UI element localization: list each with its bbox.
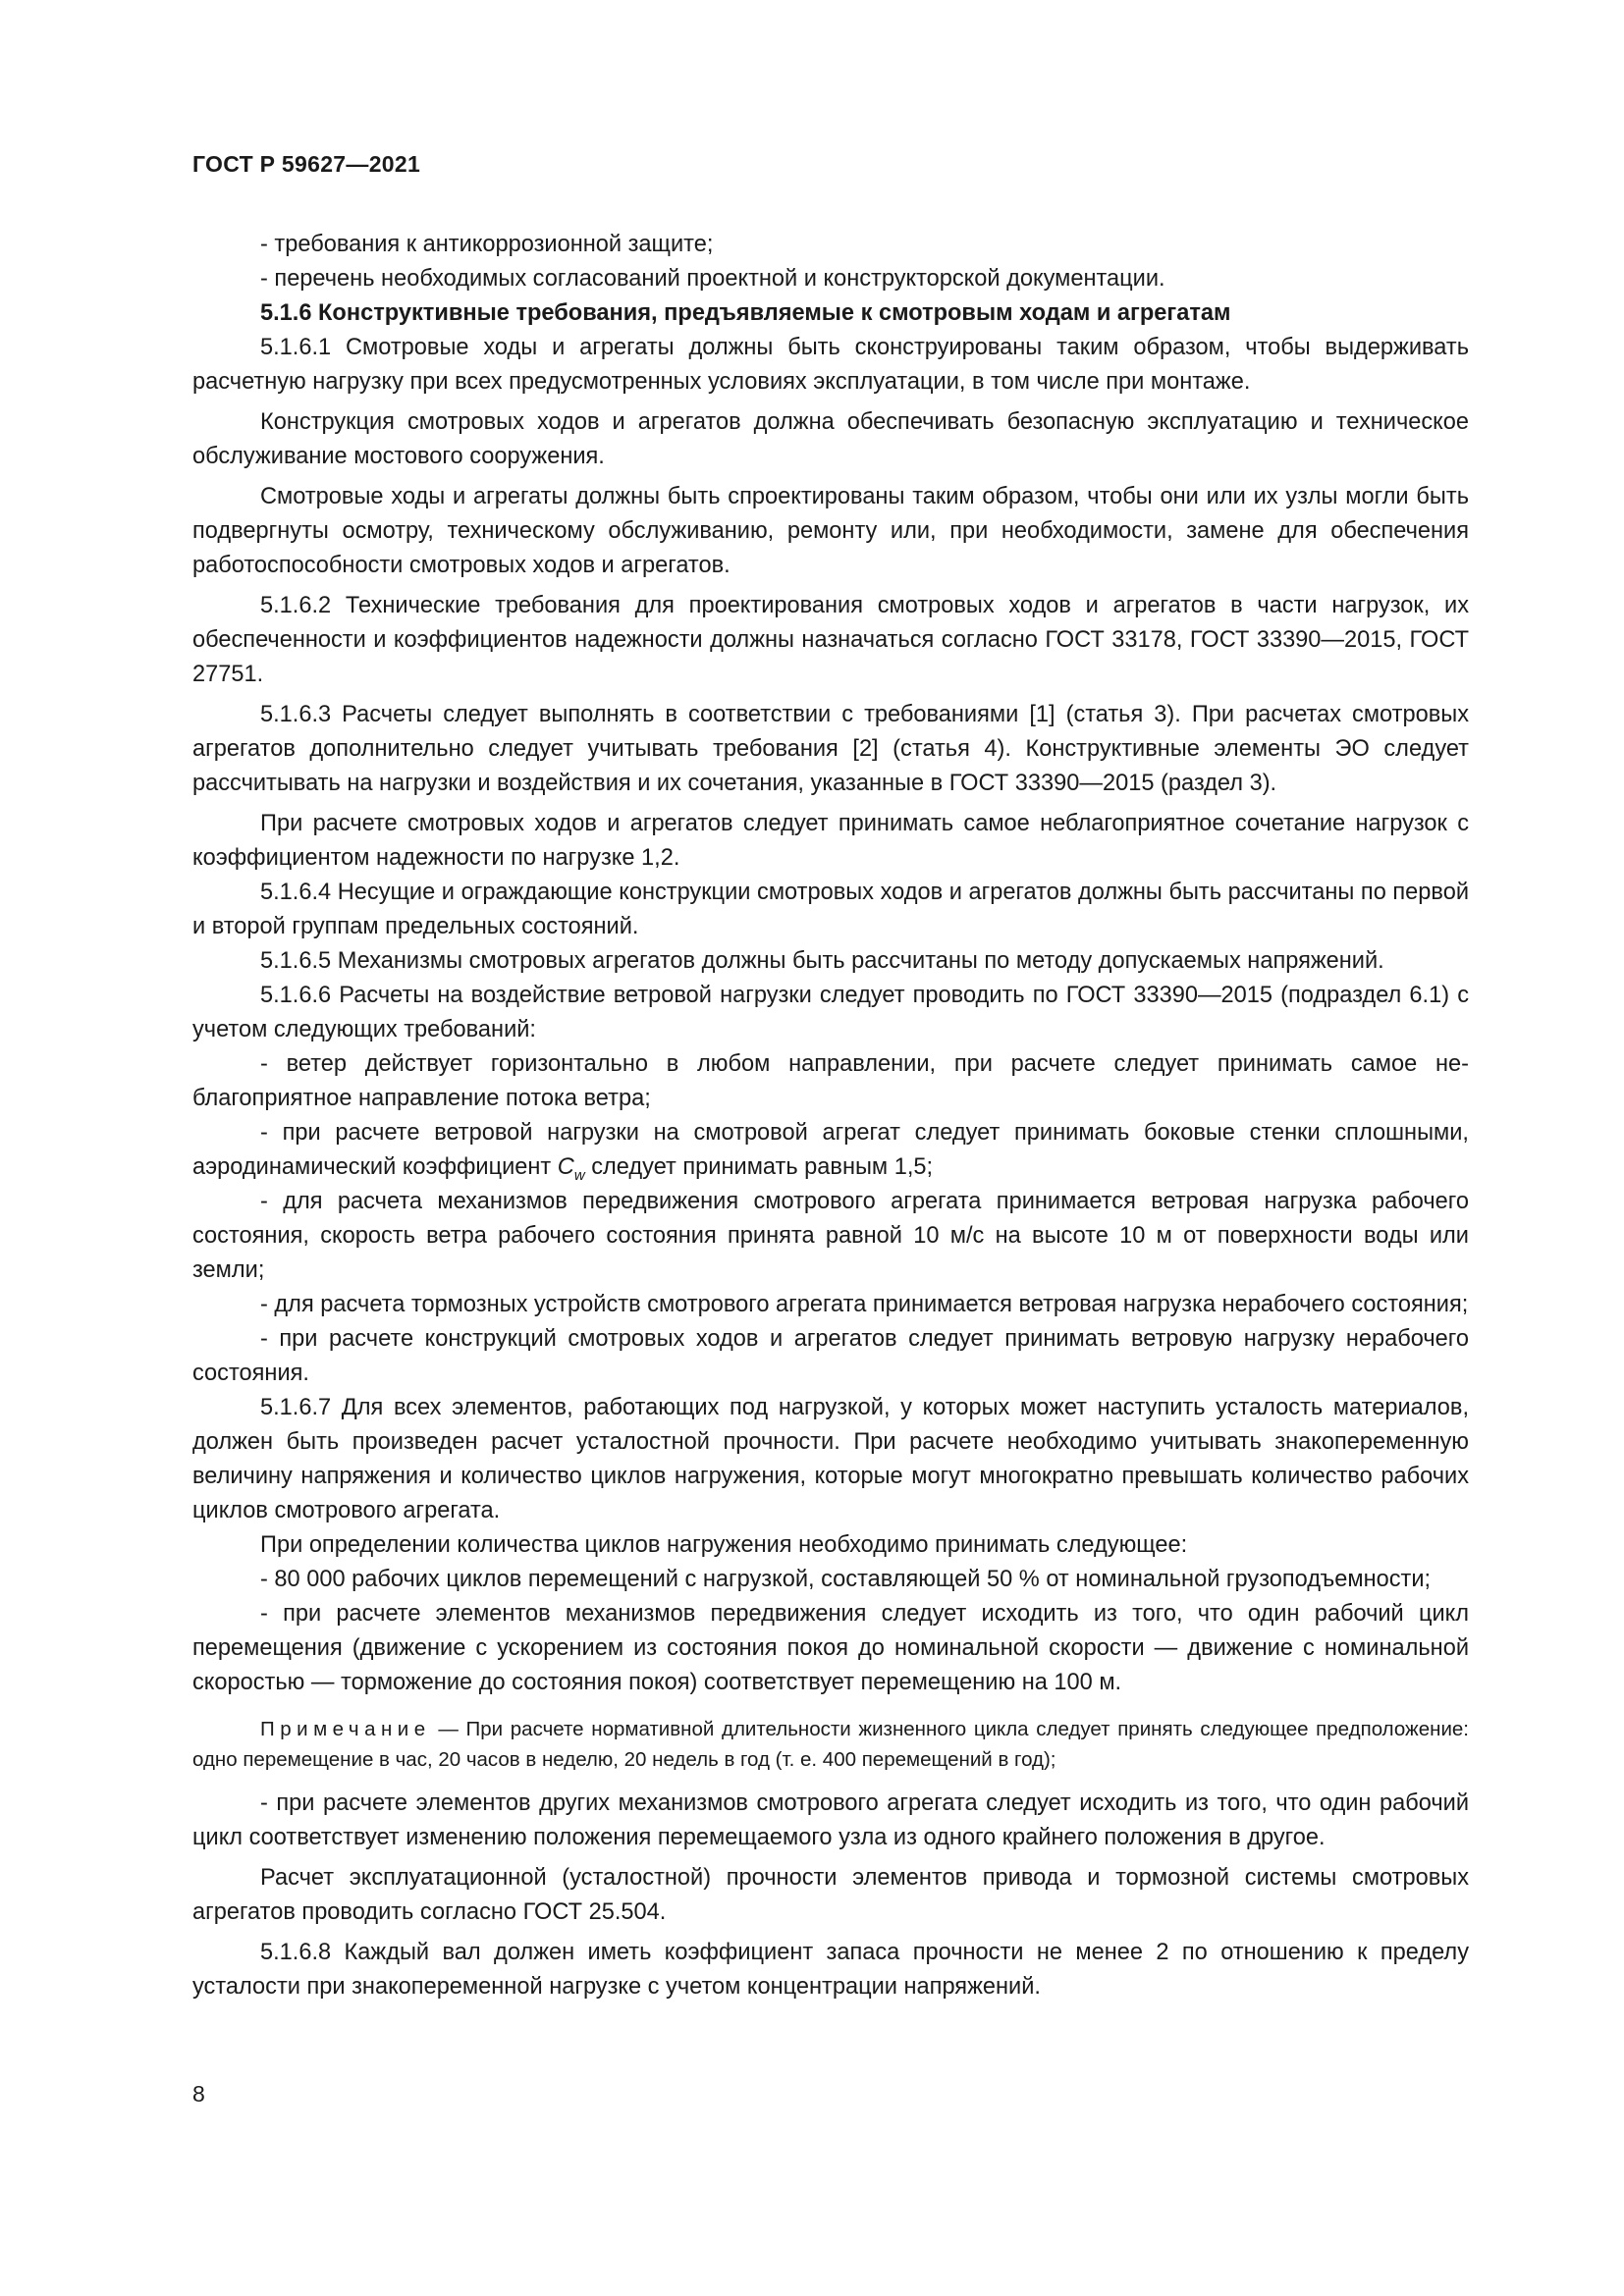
paragraph: 5.1.6.7 Для всех элементов, работающих под нагрузкой, у которых может наступить усталость материалов, должен быть произведен расчет усталостной прочности. При расчете необходимо учитывать знакопеременную величину напряжения и количество циклов нагружения, которые могут многократно превышать количество рабочих циклов смотрового агрегата. [192,1395,1469,1523]
list-item [192,1116,1469,1185]
paragraph: 5.1.6.1 Смотровые ходы и агрегаты должны быть сконструированы таким образом, чтобы выдерживать расчетную нагрузку при всех предусмотренных условиях эксплуатации, в том числе при монтаже. [192,335,1469,395]
list-item: - для расчета тормозных устройств смотрового агрегата принимается ветровая нагрузка нерабочего состояния; [260,1292,1469,1317]
paragraph: Смотровые ходы и агрегаты должны быть спроектированы таким образом, чтобы они или их узлы могли быть подвергнуты осмотру, техническому обслуживанию, ремонту или, при необходимости, замене для обеспечения работоспособности смотровых ходов и агрегатов. [192,484,1469,578]
list-item: - при расчете элементов других механизмов смотрового агрегата следует исходить из того, что один рабочий цикл соответствует изменению положения перемещаемого узла из одного крайнего положения в другое. [192,1790,1469,1850]
paragraph: 5.1.6.2 Технические требования для проектирования смотровых ходов и агрегатов в части нагрузок, их обеспеченности и коэффициентов надежности должны назначаться согласно ГОСТ 33178, ГОСТ 33390—2015, ГОСТ 27751. [192,593,1469,687]
list-item: - 80 000 рабочих циклов перемещений с нагрузкой, составляющей 50 % от номинальной грузоподъемности; [260,1567,1432,1592]
list-item: - ветер действует горизонтально в любом направлении, при расчете следует принимать самое неблагоприятное направление потока ветра; [192,1051,1469,1111]
paragraph: При расчете смотровых ходов и агрегатов следует принимать самое неблагоприятное сочетание нагрузок с коэффициентом надежности по нагрузке 1,2. [192,811,1469,871]
paragraph: 5.1.6.5 Механизмы смотровых агрегатов должны быть рассчитаны по методу допускаемых напряжений. [260,948,1384,974]
list-item: - при расчете конструкций смотровых ходов и агрегатов следует принимать ветровую нагрузку нерабочего состояния. [192,1326,1469,1386]
list-item: - перечень необходимых согласований проектной и конструкторской документации. [260,266,1165,292]
paragraph: 5.1.6.4 Несущие и ограждающие конструкции смотровых ходов и агрегатов должны быть рассчитаны по первой и второй группам предельных состояний. [192,880,1469,939]
list-item: - при расчете элементов механизмов передвижения следует исходить из того, что один рабочий цикл перемещения (движение с ускорением из состояния покоя до номинальной скорости — движение с номинальной скоростью — торможение до состояния покоя) соответствует перемещению на 100 м. [192,1601,1469,1695]
note-label: Примечание [260,1718,431,1740]
paragraph: Конструкция смотровых ходов и агрегатов должна обеспечивать безопасную эксплуатацию и техническое обслуживание мостового сооружения. [192,409,1469,469]
section-heading: 5.1.6 Конструктивные требования, предъявляемые к смотровым ходам и агрегатам [260,300,1231,326]
paragraph: 5.1.6.8 Каждый вал должен иметь коэффициент запаса прочности не менее 2 по отношению к пределу усталости при знакопеременной нагрузке с учетом концентрации напряжений. [192,1940,1469,2000]
document-code-header: ГОСТ Р 59627—2021 [192,151,421,177]
paragraph: 5.1.6.6 Расчеты на воздействие ветровой нагрузки следует проводить по ГОСТ 33390—2015 (подраздел 6.1) с учетом следующих требований: [192,983,1469,1042]
paragraph: При определении количества циклов нагружения необходимо принимать следующее: [260,1532,1188,1558]
list-item-text: следует принимать равным 1,5; [584,1154,934,1180]
coefficient-subscript: w [573,1167,585,1184]
coefficient-letter: C [557,1154,574,1180]
list-item: - для расчета механизмов передвижения смотрового агрегата принимается ветровая нагрузка рабочего состояния, скорость ветра рабочего состояния принята равной 10 м/с на высоте 10 м от поверхности воды или земли; [192,1189,1469,1283]
note [192,1714,1469,1775]
paragraph: Расчет эксплуатационной (усталостной) прочности элементов привода и тормозной системы смотровых агрегатов проводить согласно ГОСТ 25.504. [192,1865,1469,1925]
coefficient-symbol [557,1154,585,1184]
document-body [192,228,1469,2004]
paragraph: 5.1.6.3 Расчеты следует выполнять в соответствии с требованиями [1] (статья 3). При расчетах смотровых агрегатов дополнительно следует учитывать требования [2] (статья 4). Конструктивные элементы ЭО следует рассчитывать на нагрузки и воздействия и их сочетания, указанные в ГОСТ 33390—2015 (раздел 3). [192,702,1469,796]
list-item-text: - при расчете ветровой нагрузки на смотровой агрегат следует принимать боковые стенки сплошными, аэродинамический коэффициент [192,1120,1469,1180]
page-number: 8 [192,2081,205,2107]
list-item: - требования к антикоррозионной защите; [260,232,714,257]
note-text: — При расчете нормативной длительности жизненного цикла следует принять следующее предположение: одно перемещение в час, 20 часов в неделю, 20 недель в год (т. е. 400 перемещений в год); [192,1718,1469,1771]
